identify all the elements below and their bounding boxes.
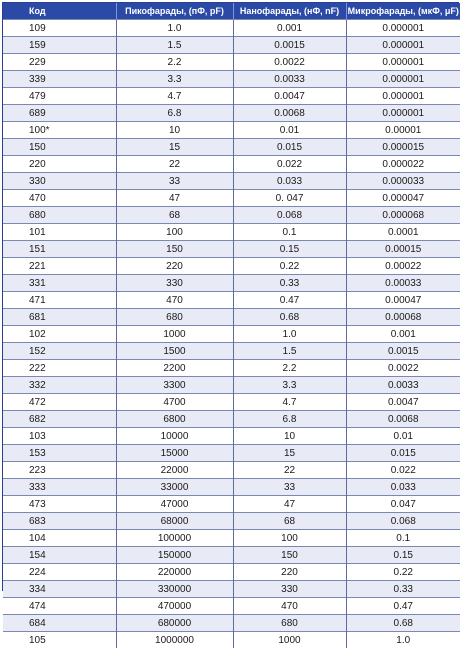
cell-nanofarads: 6.8: [233, 411, 346, 428]
cell-picofarads: 1000000: [116, 632, 233, 648]
cell-code: 221: [3, 258, 116, 275]
cell-microfarads: 0.00001: [346, 122, 460, 139]
cell-code: 681: [3, 309, 116, 326]
cell-microfarads: 0.033: [346, 479, 460, 496]
table-row: [3, 479, 460, 496]
cell-nanofarads: 1.5: [233, 343, 346, 360]
cell-picofarads: 150000: [116, 547, 233, 564]
cell-nanofarads: 0.001: [233, 20, 346, 37]
cell-microfarads: 0.000047: [346, 190, 460, 207]
table-row: [3, 632, 460, 648]
table-body: [3, 20, 460, 648]
cell-nanofarads: 2.2: [233, 360, 346, 377]
cell-code: 153: [3, 445, 116, 462]
cell-microfarads: 0.01: [346, 428, 460, 445]
cell-microfarads: 0.0033: [346, 377, 460, 394]
cell-code: 105: [3, 632, 116, 648]
cell-nanofarads: 680: [233, 615, 346, 632]
table-row: [3, 462, 460, 479]
cell-microfarads: 0.15: [346, 547, 460, 564]
cell-nanofarads: 0.0015: [233, 37, 346, 54]
cell-code: 684: [3, 615, 116, 632]
table-row: [3, 241, 460, 258]
cell-code: 339: [3, 71, 116, 88]
cell-microfarads: 0.068: [346, 513, 460, 530]
cell-code: 152: [3, 343, 116, 360]
cell-code: 222: [3, 360, 116, 377]
capacitor-code-table-sheet: [2, 2, 459, 591]
cell-picofarads: 2200: [116, 360, 233, 377]
cell-picofarads: 33: [116, 173, 233, 190]
table-row: [3, 326, 460, 343]
capacitor-code-table: [3, 3, 460, 648]
cell-picofarads: 470000: [116, 598, 233, 615]
cell-picofarads: 330: [116, 275, 233, 292]
cell-code: 150: [3, 139, 116, 156]
cell-nanofarads: 330: [233, 581, 346, 598]
cell-microfarads: 0.47: [346, 598, 460, 615]
cell-picofarads: 33000: [116, 479, 233, 496]
cell-picofarads: 220000: [116, 564, 233, 581]
cell-nanofarads: 3.3: [233, 377, 346, 394]
cell-microfarads: 0.0022: [346, 360, 460, 377]
cell-microfarads: 0.0015: [346, 343, 460, 360]
cell-nanofarads: 220: [233, 564, 346, 581]
cell-picofarads: 4700: [116, 394, 233, 411]
cell-microfarads: 0.0001: [346, 224, 460, 241]
cell-nanofarads: 0.68: [233, 309, 346, 326]
cell-nanofarads: 0. 047: [233, 190, 346, 207]
cell-picofarads: 1.0: [116, 20, 233, 37]
cell-nanofarads: 15: [233, 445, 346, 462]
cell-nanofarads: 1.0: [233, 326, 346, 343]
cell-code: 331: [3, 275, 116, 292]
cell-code: 151: [3, 241, 116, 258]
cell-code: 101: [3, 224, 116, 241]
cell-nanofarads: 0.47: [233, 292, 346, 309]
cell-code: 102: [3, 326, 116, 343]
header-microfarads: Микрофарады, (мкФ, μF): [346, 3, 460, 20]
table-row: [3, 309, 460, 326]
table-row: [3, 105, 460, 122]
table-row: [3, 496, 460, 513]
table-row: [3, 394, 460, 411]
table-row: [3, 445, 460, 462]
cell-microfarads: 0.68: [346, 615, 460, 632]
cell-nanofarads: 150: [233, 547, 346, 564]
cell-code: 109: [3, 20, 116, 37]
cell-picofarads: 3.3: [116, 71, 233, 88]
cell-nanofarads: 100: [233, 530, 346, 547]
cell-nanofarads: 68: [233, 513, 346, 530]
cell-picofarads: 150: [116, 241, 233, 258]
cell-nanofarads: 1000: [233, 632, 346, 648]
cell-nanofarads: 0.15: [233, 241, 346, 258]
cell-nanofarads: 0.0047: [233, 88, 346, 105]
table-row: [3, 564, 460, 581]
header-nanofarads: Нанофарады, (нФ, nF): [233, 3, 346, 20]
cell-picofarads: 100000: [116, 530, 233, 547]
cell-picofarads: 22000: [116, 462, 233, 479]
cell-microfarads: 0.00047: [346, 292, 460, 309]
cell-code: 689: [3, 105, 116, 122]
table-row: [3, 207, 460, 224]
cell-picofarads: 15000: [116, 445, 233, 462]
cell-nanofarads: 470: [233, 598, 346, 615]
cell-picofarads: 1500: [116, 343, 233, 360]
table-row: [3, 122, 460, 139]
cell-picofarads: 220: [116, 258, 233, 275]
table-row: [3, 513, 460, 530]
cell-picofarads: 100: [116, 224, 233, 241]
table-row: [3, 377, 460, 394]
table-row: [3, 173, 460, 190]
cell-code: 104: [3, 530, 116, 547]
cell-microfarads: 0.000033: [346, 173, 460, 190]
cell-code: 474: [3, 598, 116, 615]
cell-microfarads: 0.000001: [346, 105, 460, 122]
table-row: [3, 581, 460, 598]
cell-picofarads: 68000: [116, 513, 233, 530]
cell-nanofarads: 0.01: [233, 122, 346, 139]
cell-picofarads: 10000: [116, 428, 233, 445]
cell-microfarads: 0.00033: [346, 275, 460, 292]
table-row: [3, 139, 460, 156]
cell-microfarads: 0.047: [346, 496, 460, 513]
cell-microfarads: 0.022: [346, 462, 460, 479]
table-row: [3, 530, 460, 547]
cell-microfarads: 0.000001: [346, 88, 460, 105]
cell-code: 154: [3, 547, 116, 564]
cell-picofarads: 6800: [116, 411, 233, 428]
table-row: [3, 547, 460, 564]
cell-nanofarads: 0.1: [233, 224, 346, 241]
cell-microfarads: 0.00068: [346, 309, 460, 326]
cell-code: 103: [3, 428, 116, 445]
table-row: [3, 360, 460, 377]
table-row: [3, 224, 460, 241]
cell-microfarads: 0.0068: [346, 411, 460, 428]
cell-code: 223: [3, 462, 116, 479]
cell-picofarads: 10: [116, 122, 233, 139]
cell-microfarads: 0.1: [346, 530, 460, 547]
cell-picofarads: 1000: [116, 326, 233, 343]
cell-nanofarads: 0.015: [233, 139, 346, 156]
cell-picofarads: 680: [116, 309, 233, 326]
cell-code: 472: [3, 394, 116, 411]
cell-picofarads: 680000: [116, 615, 233, 632]
table-header-row: [3, 3, 460, 20]
table-row: [3, 71, 460, 88]
table-row: [3, 54, 460, 71]
cell-microfarads: 0.33: [346, 581, 460, 598]
table-row: [3, 275, 460, 292]
cell-picofarads: 470: [116, 292, 233, 309]
table-row: [3, 88, 460, 105]
cell-microfarads: 0.000068: [346, 207, 460, 224]
cell-code: 229: [3, 54, 116, 71]
cell-code: 224: [3, 564, 116, 581]
cell-nanofarads: 47: [233, 496, 346, 513]
cell-microfarads: 0.000001: [346, 54, 460, 71]
cell-picofarads: 47000: [116, 496, 233, 513]
cell-code: 333: [3, 479, 116, 496]
cell-code: 159: [3, 37, 116, 54]
cell-nanofarads: 10: [233, 428, 346, 445]
header-picofarads: Пикофарады, (пФ, pF): [116, 3, 233, 20]
cell-code: 100*: [3, 122, 116, 139]
table-row: [3, 258, 460, 275]
table-row: [3, 156, 460, 173]
cell-microfarads: 0.00022: [346, 258, 460, 275]
cell-microfarads: 0.015: [346, 445, 460, 462]
cell-nanofarads: 0.0033: [233, 71, 346, 88]
cell-code: 473: [3, 496, 116, 513]
cell-code: 332: [3, 377, 116, 394]
table-row: [3, 190, 460, 207]
cell-microfarads: 0.000001: [346, 20, 460, 37]
table-row: [3, 411, 460, 428]
cell-code: 220: [3, 156, 116, 173]
cell-picofarads: 22: [116, 156, 233, 173]
cell-microfarads: 0.000022: [346, 156, 460, 173]
cell-nanofarads: 0.033: [233, 173, 346, 190]
table-row: [3, 37, 460, 54]
cell-nanofarads: 0.022: [233, 156, 346, 173]
cell-code: 683: [3, 513, 116, 530]
cell-picofarads: 2.2: [116, 54, 233, 71]
table-row: [3, 428, 460, 445]
table-row: [3, 20, 460, 37]
cell-microfarads: 0.000001: [346, 37, 460, 54]
cell-picofarads: 6.8: [116, 105, 233, 122]
table-row: [3, 343, 460, 360]
cell-picofarads: 3300: [116, 377, 233, 394]
cell-picofarads: 1.5: [116, 37, 233, 54]
cell-microfarads: 0.00015: [346, 241, 460, 258]
cell-microfarads: 1.0: [346, 632, 460, 648]
table-row: [3, 615, 460, 632]
cell-code: 479: [3, 88, 116, 105]
cell-nanofarads: 4.7: [233, 394, 346, 411]
cell-picofarads: 4.7: [116, 88, 233, 105]
cell-picofarads: 15: [116, 139, 233, 156]
cell-code: 471: [3, 292, 116, 309]
cell-microfarads: 0.001: [346, 326, 460, 343]
cell-code: 470: [3, 190, 116, 207]
cell-nanofarads: 0.22: [233, 258, 346, 275]
cell-microfarads: 0.000015: [346, 139, 460, 156]
cell-picofarads: 47: [116, 190, 233, 207]
cell-microfarads: 0.0047: [346, 394, 460, 411]
cell-code: 680: [3, 207, 116, 224]
cell-picofarads: 330000: [116, 581, 233, 598]
cell-nanofarads: 33: [233, 479, 346, 496]
cell-nanofarads: 0.33: [233, 275, 346, 292]
cell-code: 330: [3, 173, 116, 190]
cell-microfarads: 0.000001: [346, 71, 460, 88]
table-row: [3, 292, 460, 309]
cell-nanofarads: 0.0068: [233, 105, 346, 122]
cell-picofarads: 68: [116, 207, 233, 224]
header-code: Код: [3, 3, 116, 20]
cell-nanofarads: 0.0022: [233, 54, 346, 71]
cell-nanofarads: 22: [233, 462, 346, 479]
cell-microfarads: 0.22: [346, 564, 460, 581]
cell-code: 682: [3, 411, 116, 428]
cell-code: 334: [3, 581, 116, 598]
cell-nanofarads: 0.068: [233, 207, 346, 224]
table-row: [3, 598, 460, 615]
